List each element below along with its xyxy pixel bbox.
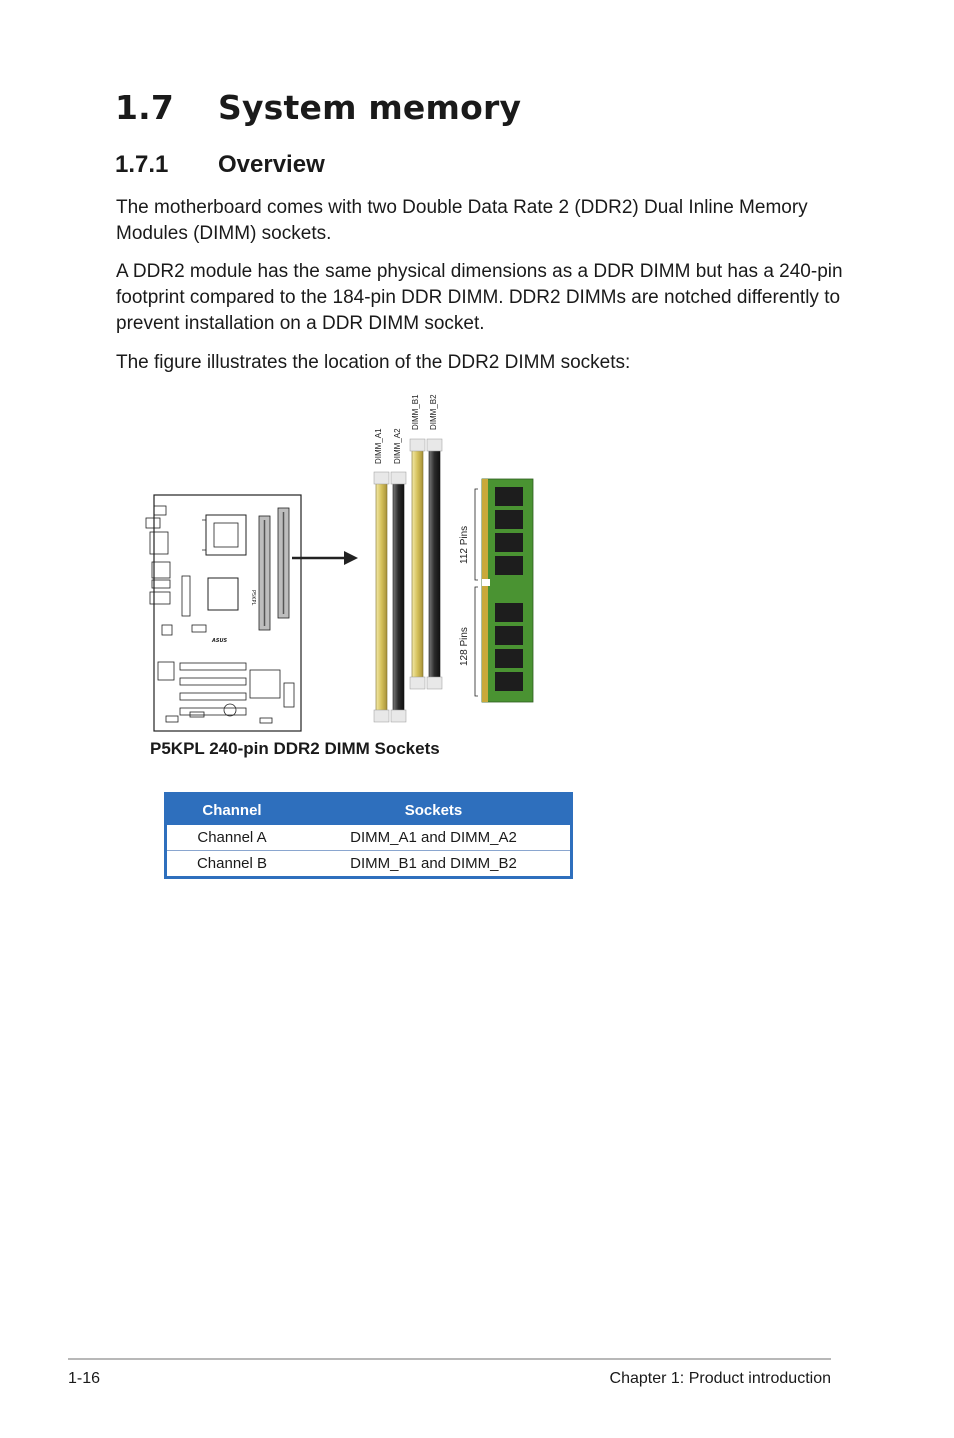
pointer-arrow: [292, 551, 358, 565]
pins-112-label: 112 Pins: [459, 525, 470, 564]
paragraph-ddr2-description: A DDR2 module has the same physical dimensions as a DDR DIMM but has a 240-pin footprint compared to the 184-pin DDR DIMM. DDR2 DIMMs are notched differently to prevent installation on a DDR DIMM socket.: [116, 261, 843, 334]
dimm-sockets: [374, 439, 442, 722]
board-model-label: P5KPL: [250, 590, 256, 606]
pin-count-indicators: [459, 489, 478, 696]
asus-logo: ASUS: [212, 638, 228, 644]
table-row: [166, 825, 572, 851]
paragraph-figure-reference: The figure illustrates the location of the DDR2 DIMM sockets:: [116, 352, 631, 373]
dimm-a2-socket: [393, 475, 404, 715]
dimm-socket-figure: [140, 380, 560, 740]
dimm-b1-socket: [412, 442, 423, 682]
channel-table: [164, 792, 573, 879]
table-cell-sockets: DIMM_B1 and DIMM_B2: [350, 855, 517, 872]
table-header-row: [166, 794, 572, 826]
pins-128-label: 128 Pins: [459, 627, 470, 666]
dimm-a2-label: DIMM_A2: [393, 428, 402, 464]
footer-divider: [68, 1358, 831, 1360]
subsection-number: 1.7.1: [115, 151, 169, 178]
table-cell-sockets: DIMM_A1 and DIMM_A2: [297, 825, 572, 851]
table-cell-channel: Channel A: [166, 825, 298, 851]
figure-caption: P5KPL 240-pin DDR2 DIMM Sockets: [150, 739, 440, 758]
dimm-b1-label: DIMM_B1: [411, 394, 420, 430]
motherboard-layout: [146, 495, 301, 731]
dimm-b2-label: DIMM_B2: [429, 394, 438, 430]
dimm-a1-label: DIMM_A1: [374, 428, 383, 464]
subsection-title-text: Overview: [218, 151, 325, 178]
dimm-socket-labels: [374, 394, 438, 464]
subsection-title: [115, 151, 325, 179]
dimm-b2-socket: [429, 442, 440, 682]
section-number: 1.7: [115, 88, 175, 127]
chapter-label: Chapter 1: Product introduction: [609, 1370, 831, 1387]
table-header-channel: Channel: [166, 794, 298, 826]
paragraph-intro: The motherboard comes with two Double Data Rate 2 (DDR2) Dual Inline Memory Modules (DIMM) sockets.: [116, 197, 808, 244]
ddr2-module: [482, 479, 533, 702]
page-number: 1-16: [68, 1370, 101, 1387]
section-title-text: System memory: [218, 88, 522, 127]
table-row: [166, 851, 572, 878]
dimm-a1-socket: [376, 475, 387, 715]
table-header-sockets: Sockets: [297, 794, 572, 826]
section-title: [115, 88, 521, 127]
table-cell-channel: Channel B: [196, 855, 268, 872]
